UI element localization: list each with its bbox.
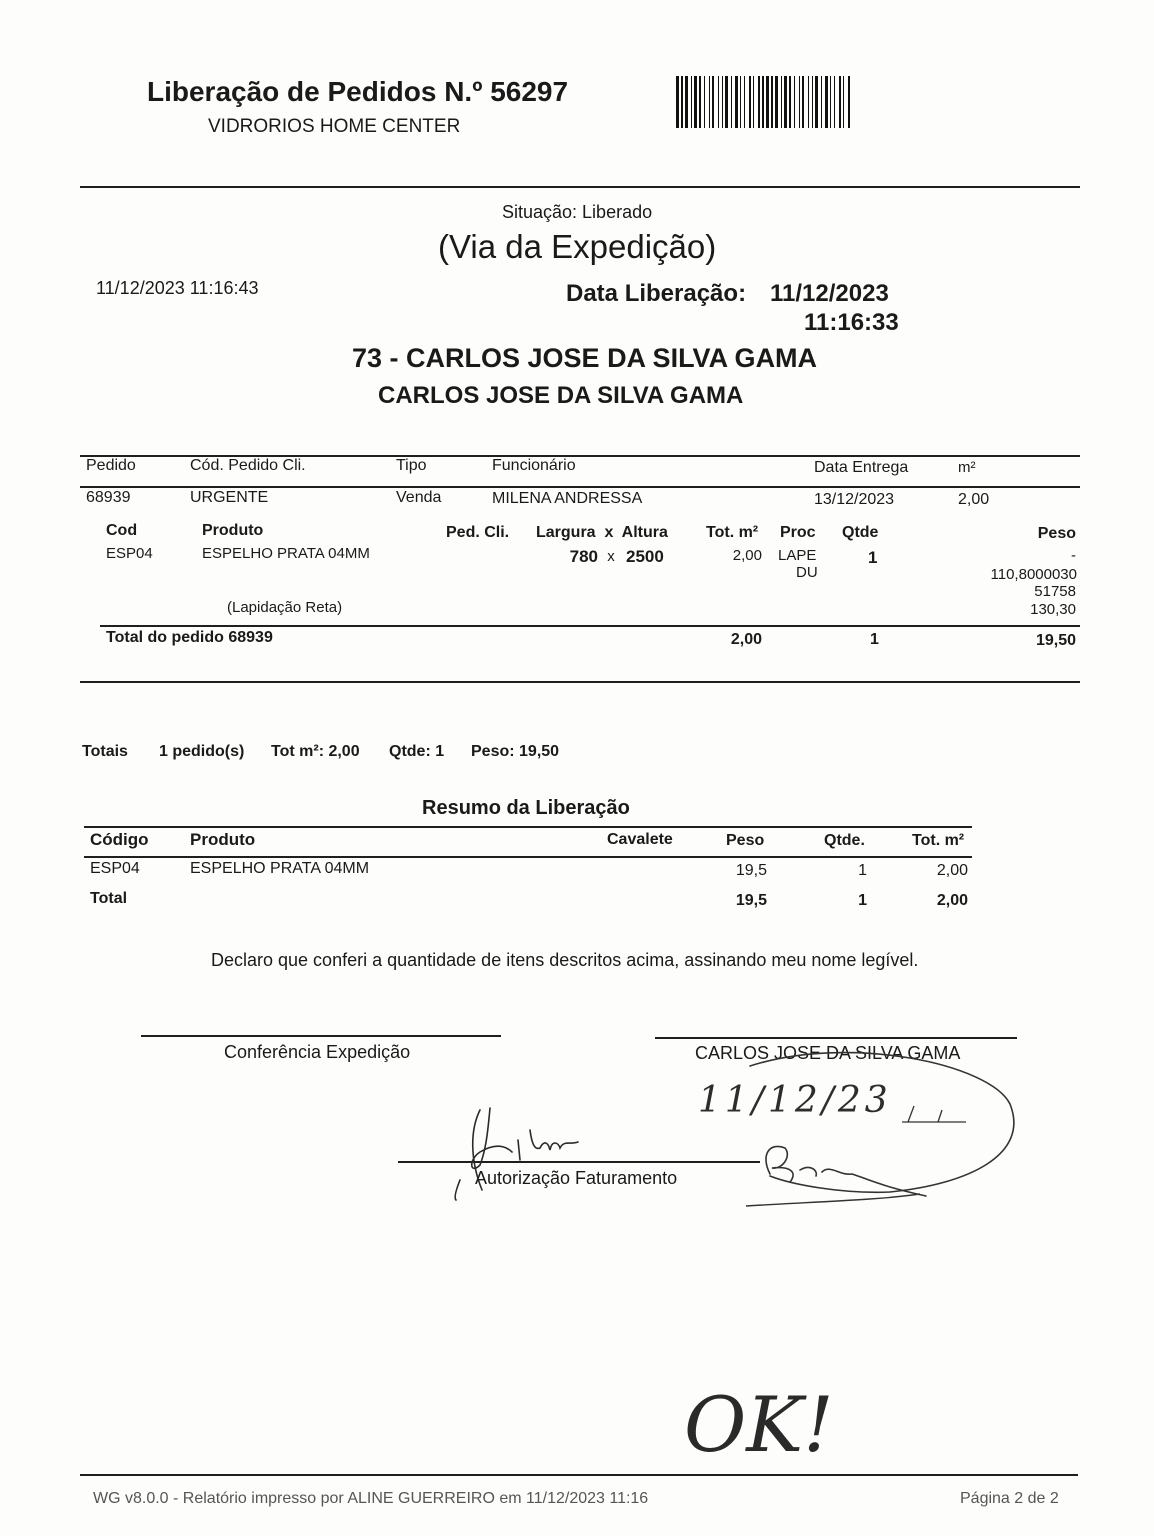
summary-col-tot-m2: Tot. m² xyxy=(912,832,965,849)
summary-total-tot-m2: 2,00 xyxy=(936,892,968,909)
via-expedicao: (Via da Expedição) xyxy=(438,228,717,265)
header-divider xyxy=(80,186,1080,188)
signature-line-conferencia xyxy=(141,1035,501,1037)
data-liberacao-label: Data Liberação: xyxy=(566,280,747,307)
handwritten-date: 11/12/23 xyxy=(698,1080,892,1121)
col-tipo: Tipo xyxy=(396,457,427,474)
col-cod-pedido-cli: Cód. Pedido Cli. xyxy=(190,457,306,474)
order-tipo: Venda xyxy=(396,489,442,506)
item-tot-m2: 2,00 xyxy=(732,547,762,564)
items-col-largura-altura: Largura x Altura xyxy=(536,524,668,541)
totals-tot-m2: Tot m²: 2,00 xyxy=(271,743,360,760)
order-pedido: 68939 xyxy=(86,489,131,506)
item-largura: 780 xyxy=(569,547,598,566)
summary-col-peso: Peso xyxy=(726,832,765,849)
summary-total-qtde: 1 xyxy=(858,892,867,909)
col-funcionario: Funcionário xyxy=(492,457,576,474)
summary-row-qtde: 1 xyxy=(858,862,867,879)
summary-row-peso: 19,5 xyxy=(735,862,767,879)
summary-title: Resumo da Liberação xyxy=(422,797,630,819)
footer-printed-by: WG v8.0.0 - Relatório impresso por ALINE GUERREIRO em 11/12/2023 11:16 xyxy=(93,1490,649,1507)
col-data-entrega: Data Entrega xyxy=(814,459,909,476)
summary-col-produto: Produto xyxy=(190,830,256,849)
summary-col-qtde: Qtde. xyxy=(824,832,865,849)
autorizacao-label: Autorização Faturamento xyxy=(475,1168,678,1188)
items-col-cod: Cod xyxy=(106,522,138,539)
situacao-label: Situação: Liberado xyxy=(502,202,653,222)
item-peso-4: 130,30 xyxy=(1030,601,1076,618)
barcode xyxy=(676,76,852,128)
totals-pedidos: 1 pedido(s) xyxy=(159,743,245,760)
totals-qtde: Qtde: 1 xyxy=(389,743,445,760)
items-col-ped-cli: Ped. Cli. xyxy=(446,524,510,541)
summary-col-cavalete: Cavalete xyxy=(607,831,673,848)
printed-timestamp: 11/12/2023 11:16:43 xyxy=(96,278,259,298)
item-altura: 2500 xyxy=(626,547,664,566)
order-table-header-rule xyxy=(80,486,1080,488)
item-note: (Lapidação Reta) xyxy=(227,599,343,616)
col-m2: m² xyxy=(958,459,976,476)
item-peso-3: 51758 xyxy=(1034,583,1076,600)
signature-line-client xyxy=(655,1037,1017,1039)
summary-col-codigo: Código xyxy=(90,830,149,849)
items-col-qtde: Qtde xyxy=(842,524,879,541)
handwritten-ok-mark: OK! xyxy=(684,1380,834,1469)
footer-page-number: Página 2 de 2 xyxy=(960,1490,1059,1507)
order-data-entrega: 13/12/2023 xyxy=(814,491,895,508)
footer-rule xyxy=(80,1474,1078,1476)
items-col-produto: Produto xyxy=(202,522,264,539)
order-total-peso: 19,50 xyxy=(1035,632,1076,649)
conferencia-label: Conferência Expedição xyxy=(224,1042,411,1062)
item-x: x xyxy=(607,548,615,565)
order-cod-pedido-cli: URGENTE xyxy=(190,489,269,506)
report-title: Liberação de Pedidos N.º 56297 xyxy=(147,76,569,107)
handwritten-signature-autorizacao xyxy=(440,1090,620,1210)
client-line-1: 73 - CARLOS JOSE DA SILVA GAMA xyxy=(352,343,818,373)
company-name: VIDRORIOS HOME CENTER xyxy=(208,116,461,137)
order-total-qtde: 1 xyxy=(870,631,879,648)
items-col-peso: Peso xyxy=(1037,525,1076,542)
order-m2: 2,00 xyxy=(958,491,990,508)
summary-row-codigo: ESP04 xyxy=(90,860,140,877)
client-signature-name: CARLOS JOSE DA SILVA GAMA xyxy=(695,1043,961,1063)
totals-label: Totais xyxy=(82,743,128,760)
declaration-text: Declaro que conferi a quantidade de itens descritos acima, assinando meu nome legível. xyxy=(211,950,919,970)
summary-top-rule xyxy=(84,826,972,828)
data-liberacao-date: 11/12/2023 xyxy=(770,280,889,307)
data-liberacao-time: 11:16:33 xyxy=(804,309,899,336)
item-cod: ESP04 xyxy=(106,545,153,562)
summary-header-rule xyxy=(84,856,972,858)
totals-peso: Peso: 19,50 xyxy=(471,743,560,760)
order-funcionario: MILENA ANDRESSA xyxy=(492,490,643,507)
item-proc-1: LAPE xyxy=(778,547,817,564)
order-total-tot-m2: 2,00 xyxy=(730,631,762,648)
col-pedido: Pedido xyxy=(86,457,136,474)
item-peso-2: 110,8000030 xyxy=(990,566,1077,583)
client-line-2: CARLOS JOSE DA SILVA GAMA xyxy=(378,382,744,409)
order-total-label: Total do pedido 68939 xyxy=(106,629,273,646)
summary-total-peso: 19,5 xyxy=(735,892,767,909)
items-col-proc: Proc xyxy=(780,524,816,541)
handwritten-client-signature xyxy=(690,1044,1030,1220)
items-col-tot-m2: Tot. m² xyxy=(706,524,759,541)
order-total-rule xyxy=(100,625,1080,627)
item-proc-2: DU xyxy=(796,564,818,581)
order-table-bottom-rule xyxy=(80,681,1080,683)
item-produto: ESPELHO PRATA 04MM xyxy=(202,545,370,562)
summary-total-label: Total xyxy=(90,890,128,907)
summary-row-produto: ESPELHO PRATA 04MM xyxy=(190,860,370,877)
summary-row-tot-m2: 2,00 xyxy=(936,862,968,879)
item-qtde: 1 xyxy=(868,548,878,567)
item-peso-1: - xyxy=(1071,547,1076,564)
